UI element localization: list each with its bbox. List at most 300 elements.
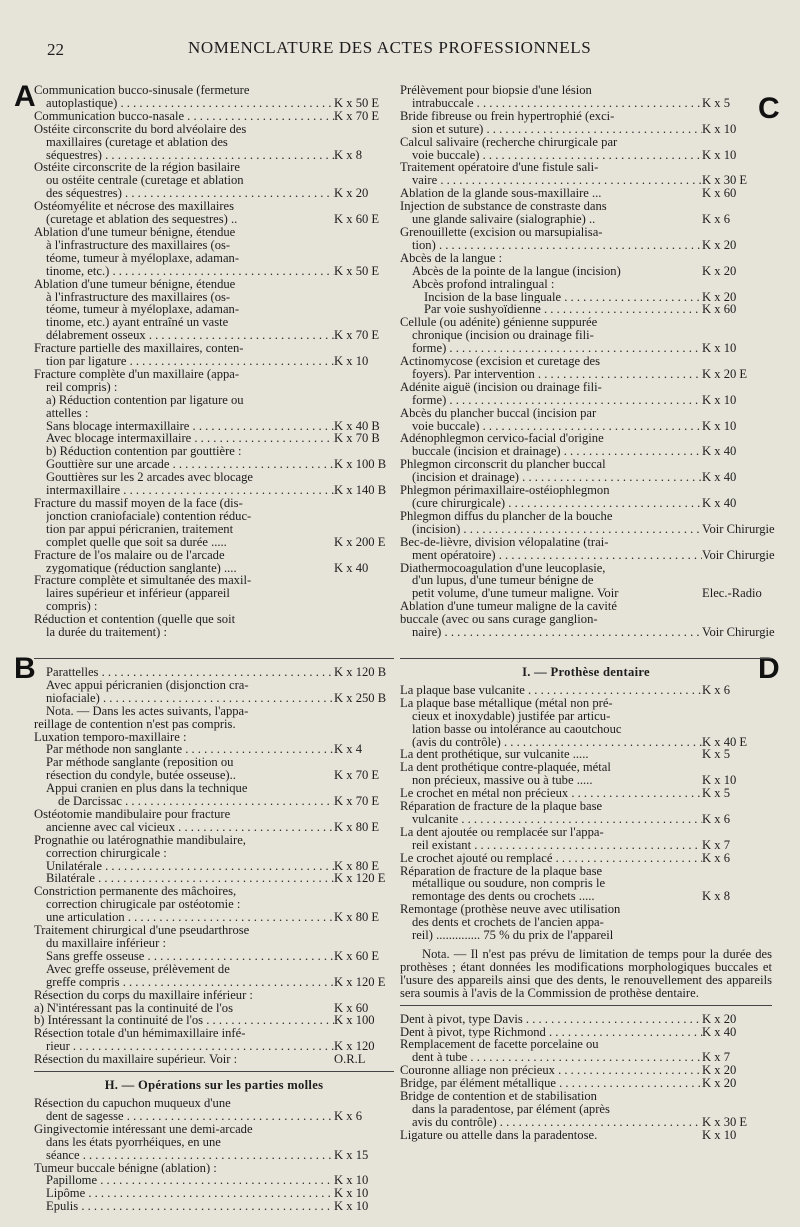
nomenclature-line [34, 303, 394, 316]
act-label: tion par ligature . . . [46, 355, 334, 368]
act-label: buccale (avec ou sans curage ganglion- [400, 613, 598, 627]
nomenclature-line [400, 929, 772, 942]
nomenclature-line [34, 291, 394, 304]
act-label: compris) : [46, 600, 98, 614]
act-label: dent de sagesse . . . [46, 1110, 334, 1123]
act-label: Gouttière sur une arcade . . . [46, 458, 334, 471]
act-label: b) Intéressant la continuité de l'os . . . [34, 1014, 334, 1027]
column-gap [34, 639, 394, 653]
nomenclature-line [34, 600, 394, 613]
nomenclature-line [400, 916, 772, 929]
nomenclature-line [34, 226, 394, 239]
nomenclature-line [400, 1077, 772, 1090]
act-label: Remontage (prothèse neuve avec utilisation [400, 903, 621, 917]
nomenclature-line [34, 821, 394, 834]
act-label: Bilatérale . . . [46, 872, 334, 885]
nomenclature-line [34, 84, 394, 97]
act-label: autoplastique) . . . [46, 97, 334, 110]
act-label: greffe compris . . . [46, 976, 334, 989]
nomenclature-line [34, 743, 394, 756]
nomenclature-line [400, 710, 772, 723]
act-label: Le crochet en métal non précieux . . . [400, 787, 702, 800]
act-label: Fracture de l'os malaire ou de l'arcade [34, 548, 225, 562]
act-label: Luxation temporo-maxillaire : [34, 730, 187, 744]
act-label: Constriction permanente des mâchoires, [34, 885, 237, 899]
act-coefficient: K x 40 [334, 560, 369, 575]
act-coefficient: K x 10 [702, 773, 737, 788]
act-coefficient: K x 20 [702, 1076, 737, 1091]
act-coefficient: K x 60 [702, 302, 737, 317]
act-coefficient: K x 70 E [334, 108, 380, 123]
act-label: vaire . . . [412, 174, 702, 187]
nomenclature-line [400, 697, 772, 710]
act-label: cieux et inoxydable) justifée par articu- [412, 709, 611, 723]
nomenclature-line [400, 787, 772, 800]
act-label: Ablation d'une tumeur bénigne, étendue [34, 277, 236, 291]
act-label: Ablation de la glande sous-maxillaire ... [400, 187, 602, 201]
nomenclature-line [400, 521, 775, 536]
nomenclature-line [34, 187, 394, 200]
act-label: buccale (incision et drainage) . . . [412, 445, 702, 458]
nomenclature-line [400, 723, 772, 736]
act-coefficient: K x 60 E [334, 948, 380, 963]
act-label: Traitement chirurgical d'une pseudarthrose [34, 924, 250, 937]
act-coefficient: K x 20 [702, 237, 737, 252]
act-label: intermaxillaire . . . [46, 484, 334, 497]
nomenclature-line [34, 484, 394, 497]
nomenclature-line [34, 265, 394, 278]
nomenclature-line [34, 718, 394, 731]
act-label: Fracture partielle des maxillaires, conten- [34, 342, 244, 356]
act-label: foyers). Par intervention . . . [412, 368, 702, 381]
act-label: Résection du capuchon muqueux d'une [34, 1096, 231, 1110]
section-divider [400, 1005, 772, 1006]
nomenclature-line [34, 924, 394, 937]
act-label: délabrement osseux . . . [46, 329, 334, 342]
act-coefficient: K x 10 [334, 1199, 369, 1214]
nomenclature-line [400, 1026, 772, 1039]
act-coefficient: Voir Chirurgie [702, 521, 775, 536]
act-label: séance . . . [46, 1149, 334, 1162]
nomenclature-line [400, 1013, 772, 1026]
act-label: Abcès du plancher buccal (incision par [400, 406, 597, 420]
nomenclature-line [34, 432, 394, 445]
nomenclature-line [400, 303, 772, 316]
act-label: La dent prothétique, sur vulcanite ..... [400, 748, 589, 762]
nomenclature-line [400, 865, 772, 878]
nomenclature-line [400, 826, 772, 839]
act-label: tion) . . . [412, 239, 702, 252]
nomenclature-line [400, 84, 772, 97]
nomenclature-line [34, 1200, 394, 1213]
act-label: une glande salivaire (sialographie) .. [412, 213, 596, 226]
act-label: La dent prothétique contre-plaquée, métal [400, 761, 611, 775]
act-label: Communication bucco-nasale . . . [34, 110, 334, 123]
act-label: Ligature ou attelle dans la paradentose. [400, 1128, 598, 1142]
act-coefficient: K x 50 E [334, 263, 380, 278]
act-label: reil) .............. 75 % du prix de l'appareil [412, 929, 614, 942]
act-coefficient: K x 200 E [334, 534, 386, 549]
act-label: correction chirugicale par ostéotomie : [46, 898, 241, 912]
act-label: reil existant . . . [412, 839, 702, 852]
act-label: La plaque base vulcanite . . . [400, 684, 702, 697]
nomenclature-line [34, 1110, 394, 1123]
left-column [34, 84, 394, 1213]
nomenclature-line [400, 368, 772, 381]
act-coefficient: K x 10 [702, 1127, 737, 1142]
act-coefficient: K x 8 [334, 147, 362, 162]
act-coefficient: K x 10 [702, 341, 737, 356]
nomenclature-line [400, 497, 772, 510]
nomenclature-line [34, 885, 394, 898]
nomenclature-line [400, 813, 772, 826]
act-label: zygomatique (réduction sanglante) .... [46, 561, 237, 575]
nomenclature-line [34, 705, 394, 718]
act-coefficient: K x 80 E [334, 910, 380, 925]
act-label: Cellule (ou adénite) génienne suppurée [400, 316, 598, 330]
nomenclature-line [400, 187, 772, 200]
nomenclature-line [400, 510, 772, 523]
act-label: (incision et drainage) . . . [412, 471, 702, 484]
nomenclature-line [34, 847, 394, 860]
nomenclature-line [34, 394, 394, 407]
act-label: Appui cranien en plus dans la technique [46, 782, 248, 796]
act-coefficient: K x 5 [702, 786, 730, 801]
act-label: Adénophlegmon cervico-facial d'origine [400, 432, 604, 446]
act-label: Abcès profond intralingual : [412, 277, 555, 291]
act-coefficient: K x 7 [702, 1050, 730, 1065]
act-label: Gingivectomie intéressant une demi-arcade [34, 1122, 253, 1136]
nomenclature-line [34, 769, 394, 782]
act-label: Communication bucco-sinusale (fermeture [34, 84, 250, 97]
right-column [400, 84, 775, 1142]
act-label: Réparation de fracture de la plaque base [400, 800, 603, 813]
act-coefficient: K x 10 [702, 121, 737, 136]
nomenclature-line [34, 97, 394, 110]
nomenclature-line [34, 110, 394, 123]
act-label: Unilatérale . . . [46, 860, 334, 873]
nomenclature-line [34, 123, 394, 136]
act-coefficient: O.R.L [334, 1052, 366, 1067]
act-coefficient: K x 6 [702, 212, 730, 227]
nomenclature-line [400, 110, 772, 123]
nomenclature-line [400, 800, 772, 813]
section-divider [34, 658, 394, 659]
nomenclature-line [34, 458, 394, 471]
nomenclature-line [34, 963, 394, 976]
nomenclature-line [34, 613, 394, 626]
act-coefficient: K x 80 E [334, 819, 380, 834]
nomenclature-line [400, 471, 772, 484]
act-coefficient: K x 10 [702, 418, 737, 433]
nomenclature-line [34, 666, 394, 679]
act-label: Bride fibreuse ou frein hypertrophié (exci- [400, 109, 615, 123]
nomenclature-line [400, 226, 772, 239]
nomenclature-line [400, 278, 772, 291]
act-label: Bec-de-lièvre, division vélopalatine (trai- [400, 535, 609, 549]
act-label: voie buccale) . . . [412, 420, 702, 433]
act-coefficient: K x 6 [702, 682, 730, 697]
act-label: Par méthode sanglante (reposition ou [46, 756, 234, 770]
act-label: Remplacement de facette porcelaine ou [400, 1038, 599, 1052]
nomenclature-line [34, 549, 394, 562]
act-label: La dent ajoutée ou remplacée sur l'appa- [400, 825, 604, 839]
nomenclature-line [34, 497, 394, 510]
nomenclature-line [34, 149, 394, 162]
act-label: attelles : [46, 406, 89, 420]
act-coefficient: K x 120 E [334, 871, 386, 886]
act-coefficient: K x 70 E [334, 768, 380, 783]
act-label: Fracture complète et simultanée des maxil- [34, 574, 252, 588]
act-coefficient: Voir Chirurgie [702, 625, 775, 640]
act-label: Réparation de fracture de la plaque base [400, 864, 603, 878]
act-label: Ablation d'une tumeur maligne de la cavité [400, 600, 617, 614]
act-label: Diathermocoagulation d'une leucoplasie, [400, 561, 606, 575]
nomenclature-line [400, 684, 772, 697]
act-coefficient: K x 60 [702, 186, 737, 201]
act-label: a) Réduction contention par ligature ou [46, 393, 244, 407]
act-label: la durée du traitement) : [46, 626, 167, 639]
act-label: Traitement opératoire d'une fistule sali- [400, 161, 599, 175]
nomenclature-line [400, 149, 772, 162]
act-label: Par voie sushyoïdienne . . . [424, 303, 702, 316]
act-label: Le crochet ajouté ou remplacé . . . [400, 852, 702, 865]
act-label: tinome, etc.) . . . [46, 265, 334, 278]
act-label: Phlegmon diffus du plancher de la bouche [400, 509, 613, 523]
act-label: à l'infrastructure des maxillaires (os- [46, 290, 231, 304]
act-label: vulcanite . . . [412, 813, 702, 826]
act-coefficient: K x 6 [702, 850, 730, 865]
act-coefficient: K x 70 E [334, 328, 380, 343]
nomenclature-line [400, 1129, 772, 1142]
nomenclature-line [400, 381, 772, 394]
act-label: séquestres) . . . [46, 149, 334, 162]
act-coefficient: K x 40 [702, 444, 737, 459]
nomenclature-line [34, 239, 394, 252]
act-label: Prognathie ou latérognathie mandibulaire, [34, 833, 246, 847]
nomenclature-line [34, 1149, 394, 1162]
nomenclature-line [400, 355, 772, 368]
act-coefficient: K x 100 [334, 1013, 375, 1028]
act-coefficient: K x 250 B [334, 690, 387, 705]
act-label: Gouttières sur les 2 arcades avec blocage [46, 471, 254, 485]
act-label: lation basse ou intolérance au caoutchouc [412, 722, 622, 736]
act-label: niofaciale) . . . [46, 692, 334, 705]
act-label: (curetage et ablation des sequestres) .. [46, 213, 238, 226]
nomenclature-line [34, 626, 394, 639]
nomenclature-line [400, 562, 772, 575]
act-coefficient: Voir Chirurgie [702, 547, 775, 562]
nomenclature-line [34, 1136, 394, 1149]
act-coefficient: K x 10 [702, 147, 737, 162]
act-label: reillage de contention n'est pas compris. [34, 717, 236, 731]
nomenclature-line [34, 937, 394, 950]
act-coefficient: K x 100 B [334, 457, 387, 472]
act-label: Sans blocage intermaxillaire . . . [46, 420, 334, 433]
margin-mark-a: A [14, 80, 36, 113]
act-label: Parattelles . . . [46, 666, 334, 679]
nomenclature-line [400, 839, 772, 852]
act-label: non précieux, massive ou à tube ..... [412, 774, 593, 788]
act-label: des dents et crochets de l'ancien appa- [412, 916, 604, 930]
act-coefficient: K x 20 [702, 1011, 737, 1026]
act-label: Sans greffe osseuse . . . [46, 950, 334, 963]
nomenclature-line [400, 536, 772, 549]
act-label: sion et suture) . . . [412, 123, 702, 136]
act-label: Bridge de contention et de stabilisation [400, 1090, 597, 1103]
nomenclature-line [400, 213, 772, 226]
nomenclature-line [400, 445, 772, 458]
nomenclature-line [400, 625, 775, 640]
act-label: Ostéomyélite et nécrose des maxillaires [34, 200, 235, 214]
nomenclature-line [400, 748, 772, 761]
margin-mark-c: C [758, 92, 780, 125]
act-coefficient: K x 20 E [702, 366, 748, 381]
page-number: 22 [47, 40, 64, 59]
act-label: Actinomycose (excision et curetage des [400, 355, 601, 368]
act-coefficient: K x 15 [334, 1147, 369, 1162]
act-label: Dent à pivot, type Richmond . . . [400, 1026, 702, 1039]
act-label: à l'infrastructure des maxillaires (os- [46, 238, 231, 252]
act-label: ou ostéite centrale (curetage et ablation [46, 174, 244, 188]
nomenclature-line [34, 808, 394, 821]
column-gap [400, 639, 772, 653]
act-label: Résection totale d'un hémimaxillaire infé- [34, 1027, 246, 1041]
nomenclature-line [34, 1097, 394, 1110]
act-label: Phlegmon périmaxillaire-ostéiophlegmon [400, 484, 610, 497]
nomenclature-line [34, 136, 394, 149]
nomenclature-line [34, 213, 394, 226]
act-label: Avec blocage intermaxillaire . . . [46, 432, 334, 445]
act-coefficient: K x 20 [334, 186, 369, 201]
act-coefficient: K x 5 [702, 747, 730, 762]
act-label: dans les états pyorrhéiques, en une [46, 1135, 221, 1149]
act-label: Résection du corps du maxillaire inférieur : [34, 988, 253, 1002]
nomenclature-line [400, 239, 772, 252]
act-label: a) N'intéressant pas la continuité de l'os [34, 1001, 233, 1015]
act-label: Ostéite circonscrite du bord alvéolaire des [34, 122, 247, 136]
nomenclature-line [400, 265, 772, 278]
nomenclature-line [34, 407, 394, 420]
act-label: Lipôme . . . [46, 1187, 334, 1200]
nomenclature-line [34, 355, 394, 368]
act-label: Epulis . . . [46, 1200, 334, 1213]
nomenclature-line [400, 600, 772, 613]
act-coefficient: K x 120 [334, 1039, 375, 1054]
nomenclature-line [34, 1053, 394, 1066]
nomenclature-line [400, 136, 772, 149]
nomenclature-line [400, 1103, 772, 1116]
nomenclature-line [400, 852, 772, 865]
act-label: téome, tumeur à myéloplaxe, adaman- [46, 303, 240, 317]
act-label: tinome, etc.) ayant entraîné un vaste [46, 316, 229, 330]
section-heading: H. — Opérations sur les parties molles [104, 1078, 324, 1093]
act-label: tion par appui péricranien, traitement [46, 522, 234, 536]
nomenclature-line [34, 795, 394, 808]
act-label: Papillome . . . [46, 1174, 334, 1187]
act-label: b) Réduction contention par gouttière : [46, 445, 242, 459]
act-label: complet quelle que soit sa durée ..... [46, 535, 227, 549]
act-label: correction chirurgicale : [46, 846, 167, 860]
act-coefficient: K x 60 E [334, 212, 380, 227]
act-coefficient: K x 5 [702, 95, 730, 110]
act-coefficient: K x 10 [334, 1186, 369, 1201]
act-label: Couronne alliage non précieux . . . [400, 1064, 702, 1077]
nomenclature-line [400, 342, 772, 355]
nomenclature-line [34, 679, 394, 692]
act-label: une articulation . . . [46, 911, 334, 924]
nomenclature-line [34, 523, 394, 536]
nomenclature-line [400, 903, 772, 916]
act-label: maxillaires (curetage et ablation des [46, 135, 228, 149]
act-coefficient: K x 30 E [702, 1114, 748, 1129]
act-label: chronique (incision ou drainage fili- [412, 329, 594, 343]
act-coefficient: K x 10 [334, 354, 369, 369]
act-coefficient: K x 6 [702, 811, 730, 826]
nomenclature-line [34, 252, 394, 265]
act-coefficient: K x 120 B [334, 664, 387, 679]
act-label: d'un lupus, d'une tumeur bénigne de [412, 574, 594, 588]
act-coefficient: K x 4 [334, 742, 362, 757]
nomenclature-line [34, 510, 394, 523]
act-coefficient: K x 20 [702, 289, 737, 304]
act-label: Incision de la base linguale . . . [424, 291, 702, 304]
nomenclature-line [34, 562, 394, 575]
act-label: métallique ou soudure, non compris le [412, 877, 606, 891]
act-label: Avec greffe osseuse, prélèvement de [46, 962, 230, 976]
act-coefficient: K x 140 B [334, 483, 387, 498]
act-label: (cure chirurgicale) . . . [412, 497, 702, 510]
act-label: résection du condyle, butée osseuse).. [46, 769, 236, 783]
act-label: Injection de substance de constraste dans [400, 200, 607, 214]
act-label: Fracture complète d'un maxillaire (appa- [34, 367, 240, 381]
act-label: remontage des dents ou crochets ..... [412, 890, 595, 904]
act-label: Adénite aiguë (incision ou drainage fili- [400, 380, 602, 394]
act-label: jonction craniofaciale) contention réduc- [46, 509, 252, 523]
act-coefficient: K x 40 E [702, 734, 748, 749]
nomenclature-line [400, 394, 772, 407]
act-label: petit volume, d'une tumeur maligne. Voir [412, 587, 619, 601]
act-coefficient: K x 40 [702, 496, 737, 510]
nomenclature-line [34, 329, 394, 342]
margin-mark-d: D [758, 652, 780, 685]
act-label: rieur . . . [46, 1040, 334, 1053]
act-label: Phlegmon circonscrit du plancher buccal [400, 458, 606, 472]
nomenclature-line [400, 252, 772, 265]
act-label: reil compris) : [46, 380, 118, 394]
act-coefficient: K x 8 [702, 889, 730, 904]
act-coefficient: K x 70 B [334, 431, 380, 446]
act-label: ment opératoire) . . . [412, 549, 702, 562]
act-coefficient: K x 60 [334, 1000, 369, 1015]
act-coefficient: Elec.-Radio [702, 586, 762, 601]
act-coefficient: K x 10 [334, 1173, 369, 1188]
act-coefficient: K x 10 [702, 392, 737, 407]
act-label: intrabuccale . . . [412, 97, 702, 110]
act-label: (incision) . . . [412, 523, 702, 536]
nomenclature-line [400, 1116, 772, 1129]
act-label: Par méthode non sanglante . . . [46, 743, 334, 756]
act-label: dans la paradentose, par élément (après [412, 1102, 610, 1116]
act-label: Grenouillette (excision ou marsupialisa- [400, 225, 603, 239]
note-paragraph: Nota. — Il n'est pas prévu de limitation de temps pour la durée des prothèses ; étant données les modifications morphologiques buccales et l'usure des appareils ainsi que des dents, le renouvellement des appareils sera soumis à l'avis de la Commission de prothèse dentaire. [400, 947, 772, 1000]
nomenclature-line [34, 368, 394, 381]
nomenclature-line [34, 950, 394, 963]
nomenclature-line [400, 547, 775, 562]
act-label: Dent à pivot, type Davis . . . [400, 1013, 702, 1026]
nomenclature-line [400, 123, 772, 136]
nomenclature-line [34, 536, 394, 549]
